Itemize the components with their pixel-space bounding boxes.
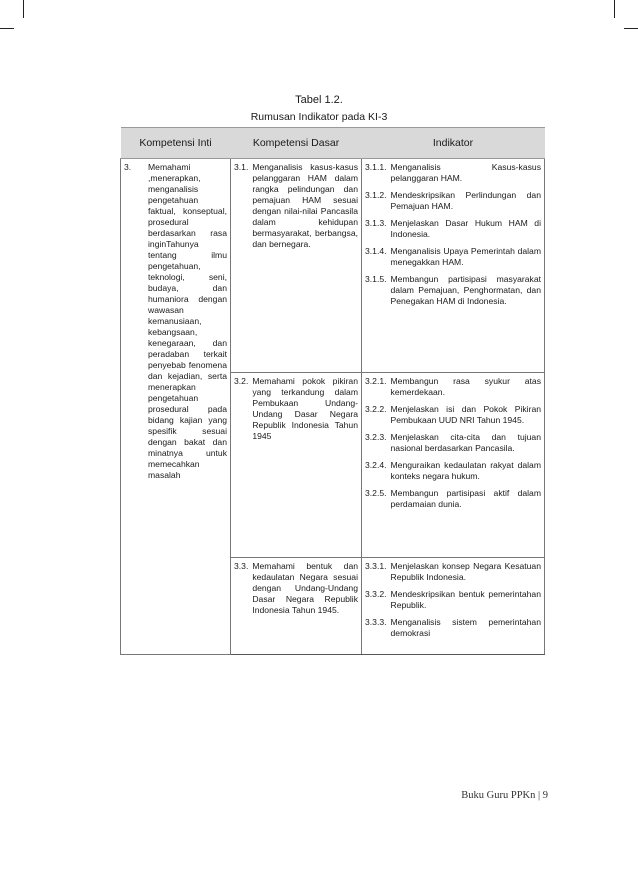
indicator-number: 3.3.2. (365, 589, 387, 599)
indicator-number: 3.2.3. (365, 432, 387, 442)
indicator-item (365, 376, 541, 398)
crop-mark (614, 0, 615, 18)
kd-text: Memahami pokok pikiran yang terkandung dalam Pembukaan Undang-Undang Dasar Negara Republik Indonesia Tahun 1945 (252, 376, 358, 441)
indicator-number: 3.1.3. (365, 218, 387, 228)
indicator-number: 3.1.4. (365, 246, 387, 256)
kd-number: 3.3. (234, 561, 249, 571)
kd-text: Memahami bentuk dan kedaulatan Negara sesuai dengan Undang-Undang Dasar Negara Republik Indonesia Tahun 1945. (252, 561, 358, 615)
indicator-item (365, 218, 541, 240)
kd-number: 3.1. (234, 162, 249, 172)
table-title: Rumusan Indikator pada KI-3 (250, 111, 388, 123)
ki-item (124, 162, 227, 481)
indicator-item (365, 246, 541, 268)
crop-mark (0, 28, 14, 29)
kd-item (234, 376, 358, 442)
kd-item (234, 561, 358, 616)
indicator-number: 3.1.1. (365, 162, 387, 172)
indicator-text: Menganalisis Kasus-kasus pelanggaran HAM. (390, 162, 541, 183)
indicator-item (365, 274, 541, 307)
kd-number: 3.2. (234, 376, 249, 386)
kd-text: Menganalisis kasus-kasus pelanggaran HAM dalam rangka pelindungan dan pemajuan HAM sesuai dengan nilai-nilai Pancasila dalam kehidupan bermasyarakat, berbangsa, dan bernegara. (252, 162, 358, 249)
indicator-text: Menjelaskan Dasar Hukum HAM di Indonesia. (390, 218, 541, 239)
indicator-cell (362, 373, 545, 558)
kd-item (234, 162, 358, 250)
kd-cell (231, 159, 362, 373)
indicator-text: Membangun partisipasi aktif dalam perdamaian dunia. (390, 488, 541, 509)
page-footer (380, 790, 548, 801)
table-row (121, 159, 545, 373)
indicator-text: Menjelaskan konsep Negara Kesatuan Republik Indonesia. (390, 561, 541, 582)
indicator-text: Menjelaskan isi dan Pokok Pikiran Pembukaan UUD NRI Tahun 1945. (390, 404, 541, 425)
indicator-number: 3.3.3. (365, 617, 387, 627)
crop-mark (23, 0, 24, 18)
footer-separator: | (538, 790, 541, 801)
indicator-text: Membangun partisipasi masyarakat dalam Pemajuan, Penghormatan, dan Penegakan HAM di Indonesia. (390, 274, 541, 306)
indicator-number: 3.2.1. (365, 376, 387, 386)
book-title: Buku Guru PPKn (461, 790, 536, 801)
indicator-item (365, 589, 541, 611)
indicator-text: Menganalisis sistem pemerintahan demokrasi (390, 617, 541, 638)
ki-text: Memahami ,menerapkan, menganalisis pengetahuan faktual, konseptual, prosedural berdasarkan rasa inginTahunya tentang ilmu pengetahuan, teknologi, seni, budaya, dan humaniora dengan wawasan kemanusiaan, kebangsaan, kenegaraan, dan peradaban terkait penyebab fenomena dan kejadian, serta menerapkan pengetahuan prosedural pada bidang kajian yang spesifik sesuai dengan bakat dan minatnya untuk memecahkan masalah (148, 162, 227, 480)
header-indikator: Indikator (362, 128, 545, 159)
header-kompetensi-inti: Kompetensi Inti (121, 128, 231, 159)
kd-cell (231, 558, 362, 655)
indicator-table (120, 127, 545, 655)
indicator-number: 3.2.5. (365, 488, 387, 498)
indicator-item (365, 460, 541, 482)
page-number: 9 (542, 790, 548, 801)
indicator-item (365, 561, 541, 583)
indicator-number: 3.3.1. (365, 561, 387, 571)
indicator-text: Menguraikan kedaulatan rakyat dalam konteks negara hukum. (390, 460, 541, 481)
indicator-text: Menjelaskan cita-cita dan tujuan nasional berdasarkan Pancasila. (390, 432, 541, 453)
ki-cell (121, 159, 231, 655)
indicator-text: Menganalisis Upaya Pemerintah dalam menegakkan HAM. (390, 246, 541, 267)
indicator-number: 3.1.2. (365, 190, 387, 200)
crop-mark (624, 28, 638, 29)
indicator-item (365, 432, 541, 454)
indicator-cell (362, 558, 545, 655)
indicator-number: 3.2.2. (365, 404, 387, 414)
indicator-text: Membangun rasa syukur atas kemerdekaan. (390, 376, 541, 397)
indicator-item (365, 617, 541, 639)
indicator-item (365, 404, 541, 426)
table-number: Tabel 1.2. (295, 94, 343, 106)
indicator-number: 3.1.5. (365, 274, 387, 284)
indicator-text: Mendeskripsikan Perlindungan dan Pemajuan HAM. (390, 190, 541, 211)
indicator-item (365, 488, 541, 510)
indicator-text: Mendeskripsikan bentuk pemerintahan Republik. (390, 589, 541, 610)
ki-number: 3. (124, 162, 132, 172)
indicator-number: 3.2.4. (365, 460, 387, 470)
table-header-row (121, 128, 545, 159)
indicator-item (365, 190, 541, 212)
kd-cell (231, 373, 362, 558)
indicator-cell (362, 159, 545, 373)
header-kompetensi-dasar: Kompetensi Dasar (231, 128, 362, 159)
indicator-item (365, 162, 541, 184)
